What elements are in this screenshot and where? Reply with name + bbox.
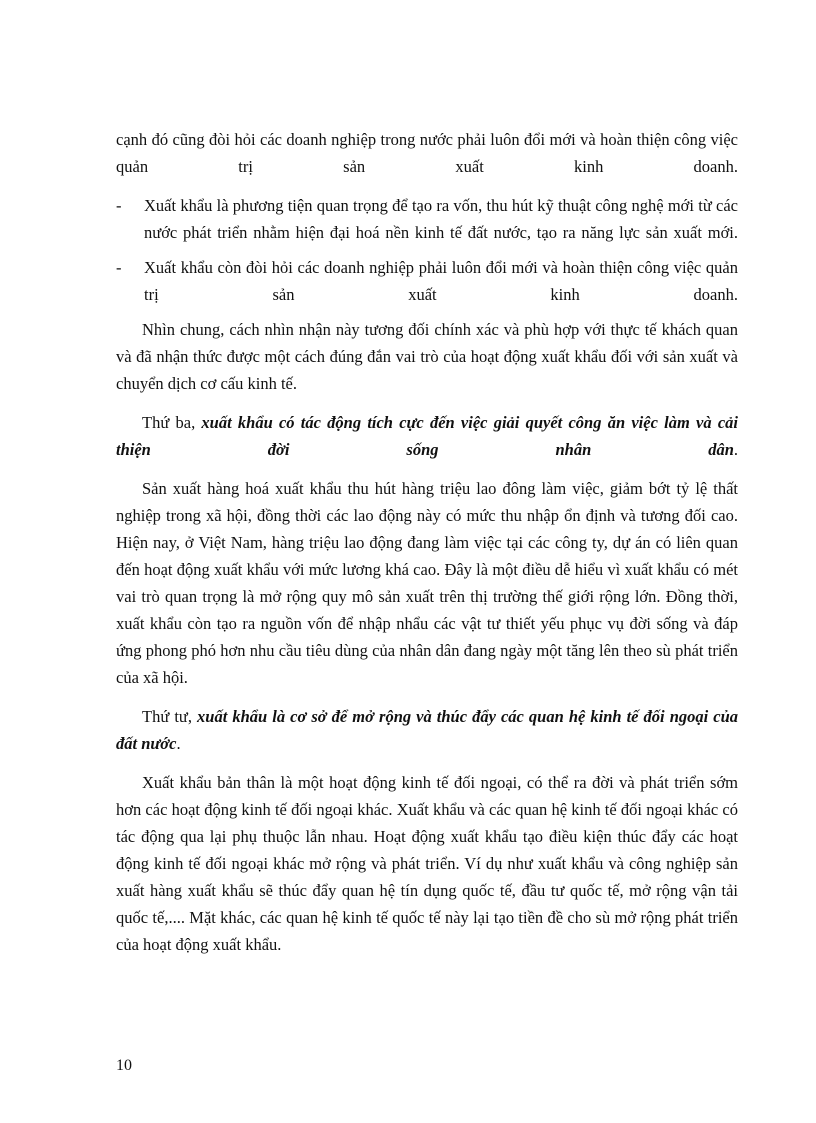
bullet-text: Xuất khẩu còn đòi hỏi các doanh nghiệp phải luôn đổi mới và hoàn thiện công việc quản trị sản xuất kinh doanh. [144,258,738,304]
heading-lead: Thứ tư, [142,707,198,726]
bullet-item-management [116,254,738,308]
bullet-item-capital [116,192,738,246]
heading-emphasis: xuất khẩu có tác động tích cực đến việc giải quyết công ăn việc làm và cải thiện đời sống nhân dân [116,413,738,459]
paragraph-intro: cạnh đó cũng đòi hỏi các doanh nghiệp trong nước phải luôn đổi mới và hoàn thiện công việc quản trị sản xuất kinh doanh. [116,130,738,176]
page-number: 10 [116,1057,132,1074]
heading-fourth-role [116,703,738,757]
heading-lead: Thứ ba, [142,413,202,432]
paragraph-summary: Nhìn chung, cách nhìn nhận này tương đối chính xác và phù hợp với thực tế khách quan và đã nhận thức được một cách đúng đắn vai trò của hoạt động xuất khẩu đối với sản xuất và chuyển dịch cơ cấu kinh tế. [116,320,738,393]
paragraph-fourth: Xuất khẩu bản thân là một hoạt động kinh tế đối ngoại, có thể ra đời và phát triển sớm hơn các hoạt động kinh tế đối ngoại khác. Xuất khẩu và các quan hệ kinh tế đối ngoại khác có tác động qua lại phụ thuộc lẫn nhau. Hoạt động xuất khẩu tạo điều kiện thúc đẩy các hoạt động kinh tế đối ngoại khác mở rộng và phát triển. Ví dụ như xuất khẩu và công nghiệp sản xuất hàng xuất khẩu sẽ thúc đẩy quan hệ tín dụng quốc tế, đầu tư quốc tế, mở rộng vận tải quốc tế,.... Mặt khác, các quan hệ kinh tế quốc tế này lại tạo tiền đề cho sù mở rộng phát triển của hoạt động xuất khẩu. [116,773,738,954]
paragraph-third: Sản xuất hàng hoá xuất khẩu thu hút hàng triệu lao đông làm việc, giảm bớt tỷ lệ thất nghiệp trong xã hội, đồng thời các lao động này có mức thu nhập ổn định và tương đối cao. Hiện nay, ở Việt Nam, hàng triệu lao động đang làm việc tại các công ty, dự án có liên quan đến hoạt động xuất khẩu với mức lương khá cao. Đây là một điều dễ hiểu vì xuất khẩu có mét vai trò quan trọng là mở rộng quy mô sản xuất trên thị trường thế giới rộng lớn. Đồng thời, xuất khẩu còn tạo ra nguồn vốn để nhập nhẩu các vật tư thiết yếu phục vụ đời sống và đáp ứng phong phó hơn nhu cầu tiêu dùng của nhân dân đang ngày một tăng lên theo sù phát triển của xã hội. [116,479,738,687]
bullet-dash: - [116,258,122,277]
bullet-dash: - [116,196,122,215]
heading-end: . [733,440,738,459]
body-text [116,126,738,970]
heading-emphasis: xuất khẩu là cơ sở để mở rộng và thúc đẩy các quan hệ kinh tế đối ngoại của đất nước [116,707,738,753]
heading-end: . [176,734,181,753]
bullet-text: Xuất khẩu là phương tiện quan trọng để tạo ra vốn, thu hút kỹ thuật công nghệ mới từ các nước phát triển nhằm hiện đại hoá nền kinh tế đất nước, tạo ra năng lực sản xuất mới. [144,196,738,242]
heading-third-role [116,409,738,463]
